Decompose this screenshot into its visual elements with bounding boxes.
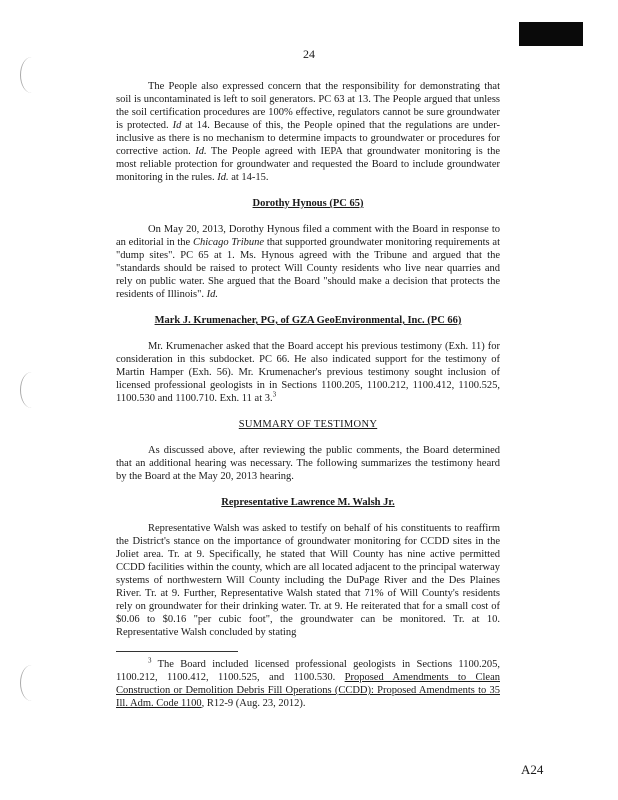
- paragraph-summary: As discussed above, after reviewing the public comments, the Board determined that an additional hearing was necessary. The following summarizes the testimony heard by the Board at the May 20, 2013 hearing.: [116, 445, 500, 482]
- binder-hole-mark: [20, 57, 43, 93]
- binder-hole-mark: [20, 665, 43, 701]
- heading-dorothy-hynous: Dorothy Hynous (PC 65): [252, 198, 364, 209]
- paragraph-people-concern: The People also expressed concern that the responsibility for demonstrating that soil is uncontaminated is left to soil generators. PC 63 at 13. The People argued that unless the soil certification procedures are 100% effective, regulators cannot be sure groundwater is protected. Id at 14. Because of this, the People opined that the regulations are under-inclusive as there is no mechanism to determine impacts to groundwater or procedures for corrective action. Id. The People agreed with IEPA that groundwater monitoring is the most reliable protection for groundwater and requested the Board to include groundwater monitoring in the rules. Id. at 14-15.: [116, 81, 501, 183]
- heading-walsh: Representative Lawrence M. Walsh Jr.: [221, 497, 395, 508]
- paragraph-walsh: Representative Walsh was asked to testify on behalf of his constituents to reaffirm the District's stance on the importance of groundwater monitoring for CCDD sites in the Joliet area. Tr. at 9. Specifically, he stated that Will County has nine active permitted CCDD facilities within the county, which are all located adjacent to the principal waterway systems of northwestern Will County including the DuPage River and the Des Plaines River. Tr. at 9. Further, Representative Walsh stated that 71% of Will County's residents rely on groundwater for their drinking water. Tr. at 9. He reiterated that for a small cost of $0.06 to $0.16 "per cubic foot", the groundwater can be monitored. Tr. at 10. Representative Walsh concluded by stating: [116, 523, 500, 638]
- footnote-divider: [116, 651, 238, 652]
- document-body: [116, 80, 500, 710]
- binder-hole-mark: [20, 372, 43, 408]
- paragraph-hynous: On May 20, 2013, Dorothy Hynous filed a comment with the Board in response to an editorial in the Chicago Tribune that supported groundwater monitoring requirements at "dump sites". PC 65 at 1. Ms. Hynous agreed with the Tribune and argued that the "standards should be raised to protect Will County residents who live near quarries and rely on public water. She argued that the Board "should make a decision that protects the residents of Illinois". Id.: [116, 224, 500, 300]
- footnote-ref: 3: [272, 390, 277, 399]
- paragraph-krumenacher: Mr. Krumenacher asked that the Board accept his previous testimony (Exh. 11) for consideration in this subdocket. PC 66. He also indicated support for the testimony of Martin Hamper (Exh. 56). Mr. Krumenacher's previous testimony sought inclusion of licensed professional geologists in in Sections 1100.205, 1100.212, 1100.412, 1100.525, 1100.530 and 1100.710. Exh. 11 at 3.$^3$: [116, 341, 500, 404]
- page-number: 24: [303, 47, 315, 61]
- exhibit-label: A24: [521, 762, 544, 777]
- footnote-3: $^3$ The Board included licensed professional geologists in Sections 1100.205, 1100.212, 1100.412, 1100.525, and 1100.530. Proposed Amendments to Clean Construction or Demolition Debris Fill Operations (CCDD): Proposed Amendments to 35 Ill. Adm. Code 1100, R12-9 (Aug. 23, 2012).: [116, 656, 500, 709]
- heading-krumenacher: Mark J. Krumenacher, PG, of GZA GeoEnvironmental, Inc. (PC 66): [154, 315, 462, 326]
- heading-summary-of-testimony: SUMMARY OF TESTIMONY: [238, 419, 378, 430]
- redaction-box: [519, 22, 583, 46]
